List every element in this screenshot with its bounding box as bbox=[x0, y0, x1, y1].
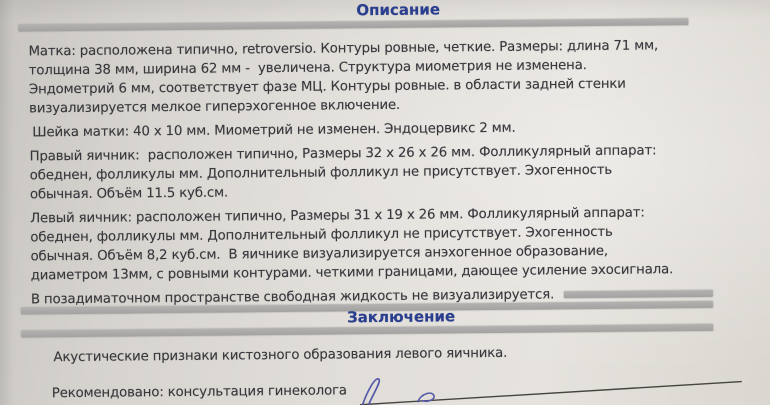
report-line: Левый яичник: расположен типично, Размеры 31 х 19 х 26 мм. Фолликулярный аппарат: bbox=[30, 205, 645, 227]
report-line: Шейка матки: 40 х 10 мм. Миометрий не изменен. Эндоцервикс 2 мм. bbox=[32, 120, 516, 141]
report-line: В позадиматочном пространстве свободная жидкость не визуализируется. bbox=[30, 287, 555, 308]
conclusion-finding: Акустические признаки кистозного образования левого яичника. bbox=[53, 345, 508, 366]
paragraph-right-ovary bbox=[29, 140, 770, 204]
signature-line bbox=[360, 382, 742, 405]
divider-bar bbox=[564, 290, 713, 298]
report-line: обеднен, фолликулы мм. Дополнительный фолликул не присутствует. Эхогенность bbox=[29, 162, 613, 184]
recommendation-line: Рекомендовано: консультация гинеколога bbox=[51, 383, 347, 402]
report-line: толщина 38 мм, ширина 62 мм - увеличена. Структура миометрия не изменена. bbox=[28, 58, 587, 79]
paragraph-uterus bbox=[28, 35, 769, 118]
report-line: визуализируется мелкое гиперэхогенное включение. bbox=[29, 97, 401, 117]
report-line: Правый яичник: расположен типично, Размеры 32 х 26 х 26 мм. Фолликулярный аппарат: bbox=[29, 143, 657, 165]
report-line: Эндометрий 6 мм, соответствует фазе МЦ. Контуры ровные. в области задней стенки bbox=[28, 76, 626, 98]
report-line: обычная. Объём 8,2 куб.см. В яичнике визуализируется анэхогенное образование, bbox=[30, 243, 608, 265]
section-title-conclusion: Заключение bbox=[347, 307, 456, 327]
paragraph-left-ovary bbox=[30, 202, 770, 285]
report-line: обеднен, фолликулы мм. Дополнительный фолликул не присутствует. Эхогенность bbox=[30, 224, 613, 246]
signature bbox=[342, 366, 770, 405]
paragraph-cervix bbox=[29, 116, 769, 142]
report-line: обычная. Объём 11.5 куб.см. bbox=[29, 185, 229, 203]
report-line: диаметром 13мм, с ровными контурами. четкими границами, дающее усиление эхосигнала. bbox=[30, 262, 674, 284]
section-title-description: Описание bbox=[356, 0, 441, 20]
signature-pen-stroke bbox=[362, 379, 380, 405]
report-line: Матка: расположена типично, retroversio. Контуры ровные, четкие. Размеры: длина 71 мм, bbox=[28, 38, 659, 60]
